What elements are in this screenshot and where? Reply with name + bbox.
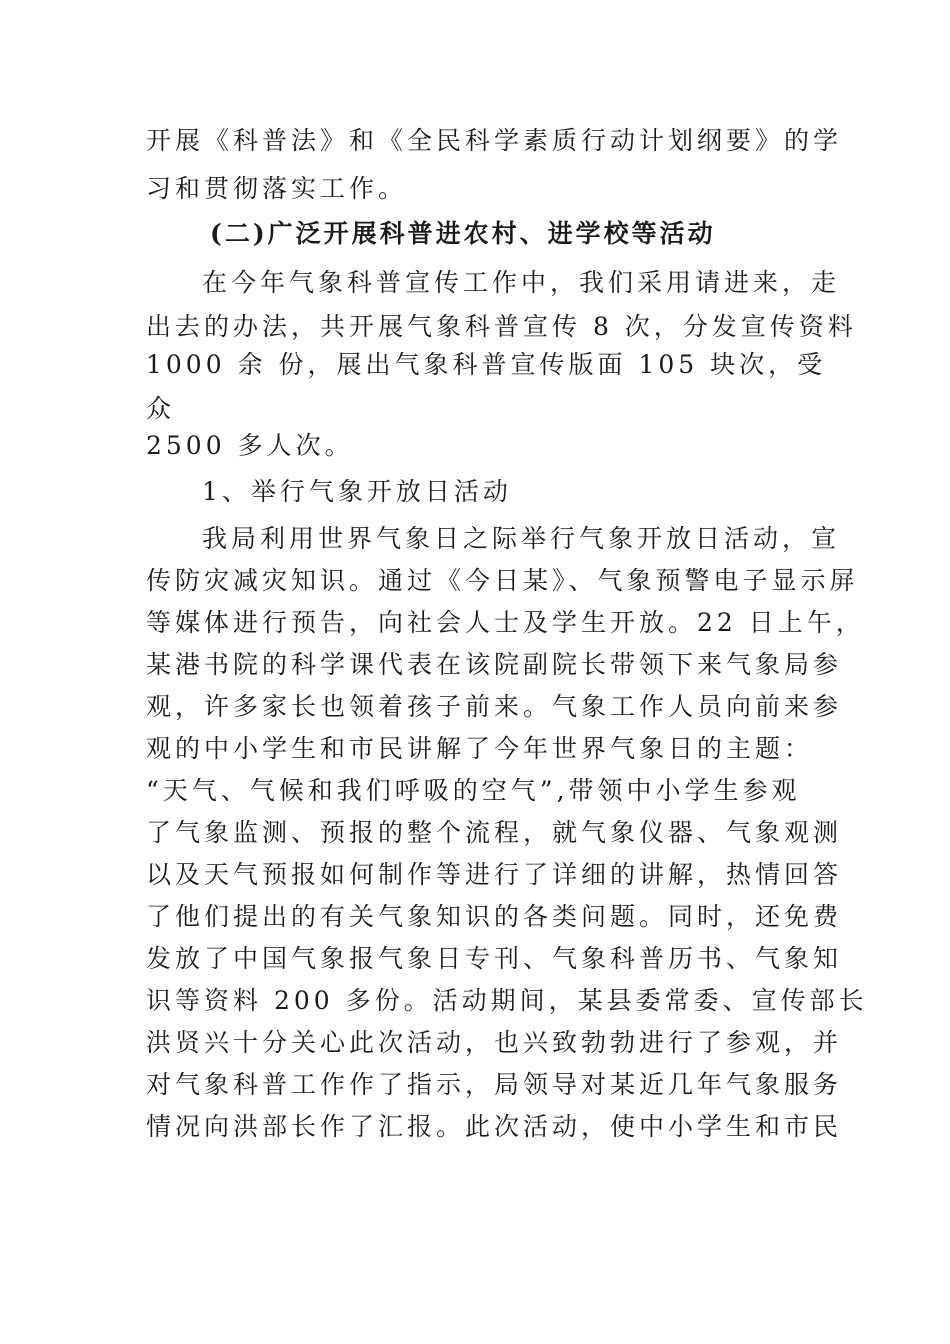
para2-line-10: 了他们提出的有关气象知识的各类问题。同时，还免费 — [146, 902, 843, 931]
para2-line-12: 识等资料 200 多份。活动期间，某县委常委、宣传部长 — [146, 986, 868, 1015]
para1-line-5: 2500 多人次。 — [146, 431, 354, 460]
para2-line-15: 情况向洪部长作了汇报。此次活动，使中小学生和市民 — [146, 1112, 843, 1141]
para2-line-14: 对气象科普工作作了指示，局领导对某近几年气象服务 — [146, 1070, 843, 1099]
para2-line-8: 了气象监测、预报的整个流程，就气象仪器、气象观测 — [146, 818, 843, 847]
para2-line-11: 发放了中国气象报气象日专刊、气象科普历书、气象知 — [146, 944, 843, 973]
para2-line-3: 等媒体进行预告，向社会人士及学生开放。22 日上午， — [146, 608, 865, 637]
para2-line-9: 以及天气预报如何制作等进行了详细的讲解，热情回答 — [146, 860, 843, 889]
para2-line-6: 观的中小学生和市民讲解了今年世界气象日的主题： — [146, 734, 814, 763]
para1-line-1: 在今年气象科普宣传工作中，我们采用请进来，走 — [202, 268, 841, 297]
para1-line-2: 出去的办法，共开展气象科普宣传 8 次，分发宣传资料 — [146, 312, 857, 341]
intro-line-1: 开展《科普法》和《全民科学素质行动计划纲要》的学 — [146, 126, 843, 155]
intro-line-2: 习和贯彻落实工作。 — [146, 174, 408, 203]
para2-line-2: 传防灾减灾知识。通过《今日某》、气象预警电子显示屏 — [146, 566, 859, 595]
para2-line-13: 洪贤兴十分关心此次活动，也兴致勃勃进行了参观，并 — [146, 1028, 843, 1057]
para2-line-4: 某港书院的科学课代表在该院副院长带领下来气象局参 — [146, 650, 843, 679]
para2-line-1: 我局利用世界气象日之际举行气象开放日活动，宣 — [202, 524, 841, 553]
para1-line-4: 众 — [146, 394, 176, 423]
para2-line-5: 观，许多家长也领着孩子前来。气象工作人员向前来参 — [146, 692, 843, 721]
subheading: 1、举行气象开放日活动 — [202, 477, 512, 506]
section-heading: (二)广泛开展科普进农村、进学校等活动 — [210, 219, 716, 248]
para2-line-7: “天气、气候和我们呼吸的空气”,带领中小学生参观 — [146, 776, 801, 805]
para1-line-3: 1000 余 份，展出气象科普宣传版面 105 块次，受 — [146, 350, 827, 379]
